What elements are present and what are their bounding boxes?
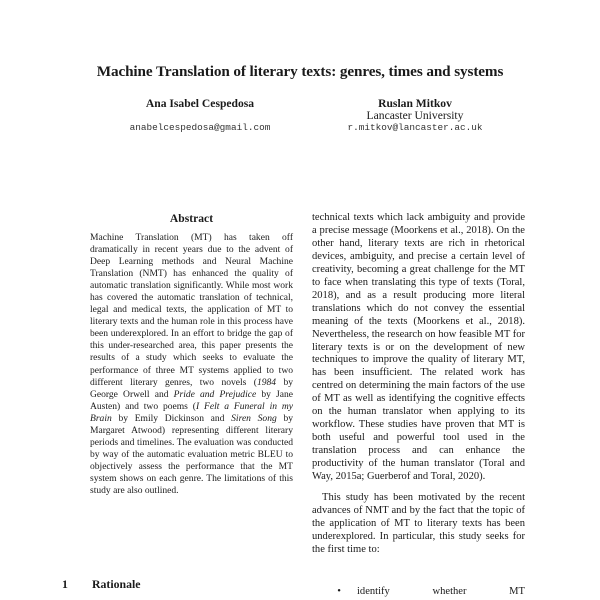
bullet-icon: •	[337, 586, 341, 597]
body-paragraph: This study has been motivated by the recent advances of NMT and by the fact that the topic of the application of MT to literary texts has been underexplored. In particular, this study seeks for the first time to:	[312, 492, 525, 555]
abstract-text-part: by George Orwell and	[90, 376, 294, 400]
section-title: Rationale	[92, 577, 141, 591]
author-email: r.mitkov@lancaster.ac.uk	[347, 122, 483, 133]
bullet-text	[357, 586, 525, 597]
abstract-text-part: by Jane Austen) and two poems (	[90, 388, 293, 412]
bullet-item	[312, 586, 525, 597]
author-name: Ana Isabel Cespedosa	[145, 97, 255, 110]
author-2	[295, 97, 535, 134]
bullet-word: identify	[357, 586, 390, 597]
author-1	[80, 97, 320, 134]
section-number: 1	[62, 577, 68, 591]
section-heading	[62, 577, 141, 592]
abstract-text-part: Machine Translation (MT) has taken off dramatically in recent years due to the advent of Deep Learning methods and Neural Machine Translation (NMT) has enhanced the quality of automatic translation significantly. While most work has covered the automatic translation of technical, legal and medical texts, the application of MT to literary texts and the human role in this process have been underexplored. In an effort to bridge the gap of this under-researched area, this paper presents the results of a study which seeks to evaluate the performance of three MT systems applied to two different literary genres, two novels (	[90, 232, 293, 388]
bullet-word: MT	[509, 586, 525, 597]
abstract-text	[90, 232, 293, 497]
work-title: I Felt a Funeral in my Brain	[90, 400, 294, 424]
bullet-word: whether	[432, 586, 467, 597]
left-column	[90, 212, 293, 497]
abstract-heading: Abstract	[169, 212, 214, 225]
right-column	[312, 212, 525, 557]
body-paragraph: technical texts which lack ambiguity and provide a precise message (Moorkens et al., 2018). On the other hand, literary texts are rich in rhetorical devices, ambiguity, and precise a certain level of creativity, becoming a great challenge for the MT to face when translating this type of texts (Toral, 2018), and as a result producing more literal translations which do not convey the essential meaning of the texts (Moorkens et al., 2018). Nevertheless, the research on how feasible MT for literary texts is or on the development of new techniques to improve the quality of literary MT, has been insufficient. The related work has centred on determining the main factors of the use of MT as well as identifying the cognitive effects on the human translator when applying to its workflow. These studies have proven that MT is both useful and powerful tool used in the translation process and can enhance the productivity of the human translator (Toral and Way, 2015a; Guerberof and Toral, 2020).	[312, 212, 526, 483]
author-name: Ruslan Mitkov	[378, 97, 452, 110]
work-title: Pride and Prejudice	[173, 388, 257, 400]
author-email: anabelcespedosa@gmail.com	[129, 122, 271, 133]
work-title: 1984	[256, 376, 277, 388]
abstract-text-part: by Margaret Atwood) representing different literary periods and timelines. The evaluation was conducted by way of the automatic evaluation metric BLEU to objectively assess the performance that the MT system shows on each genre. The limitations of this study are also outlined.	[90, 412, 293, 496]
abstract-text-part: by Emily Dickinson and	[111, 412, 232, 424]
work-title: Siren Song	[231, 412, 277, 424]
author-affiliation: Lancaster University	[366, 109, 464, 122]
paper-title: Machine Translation of literary texts: genres, times and systems	[96, 63, 504, 80]
